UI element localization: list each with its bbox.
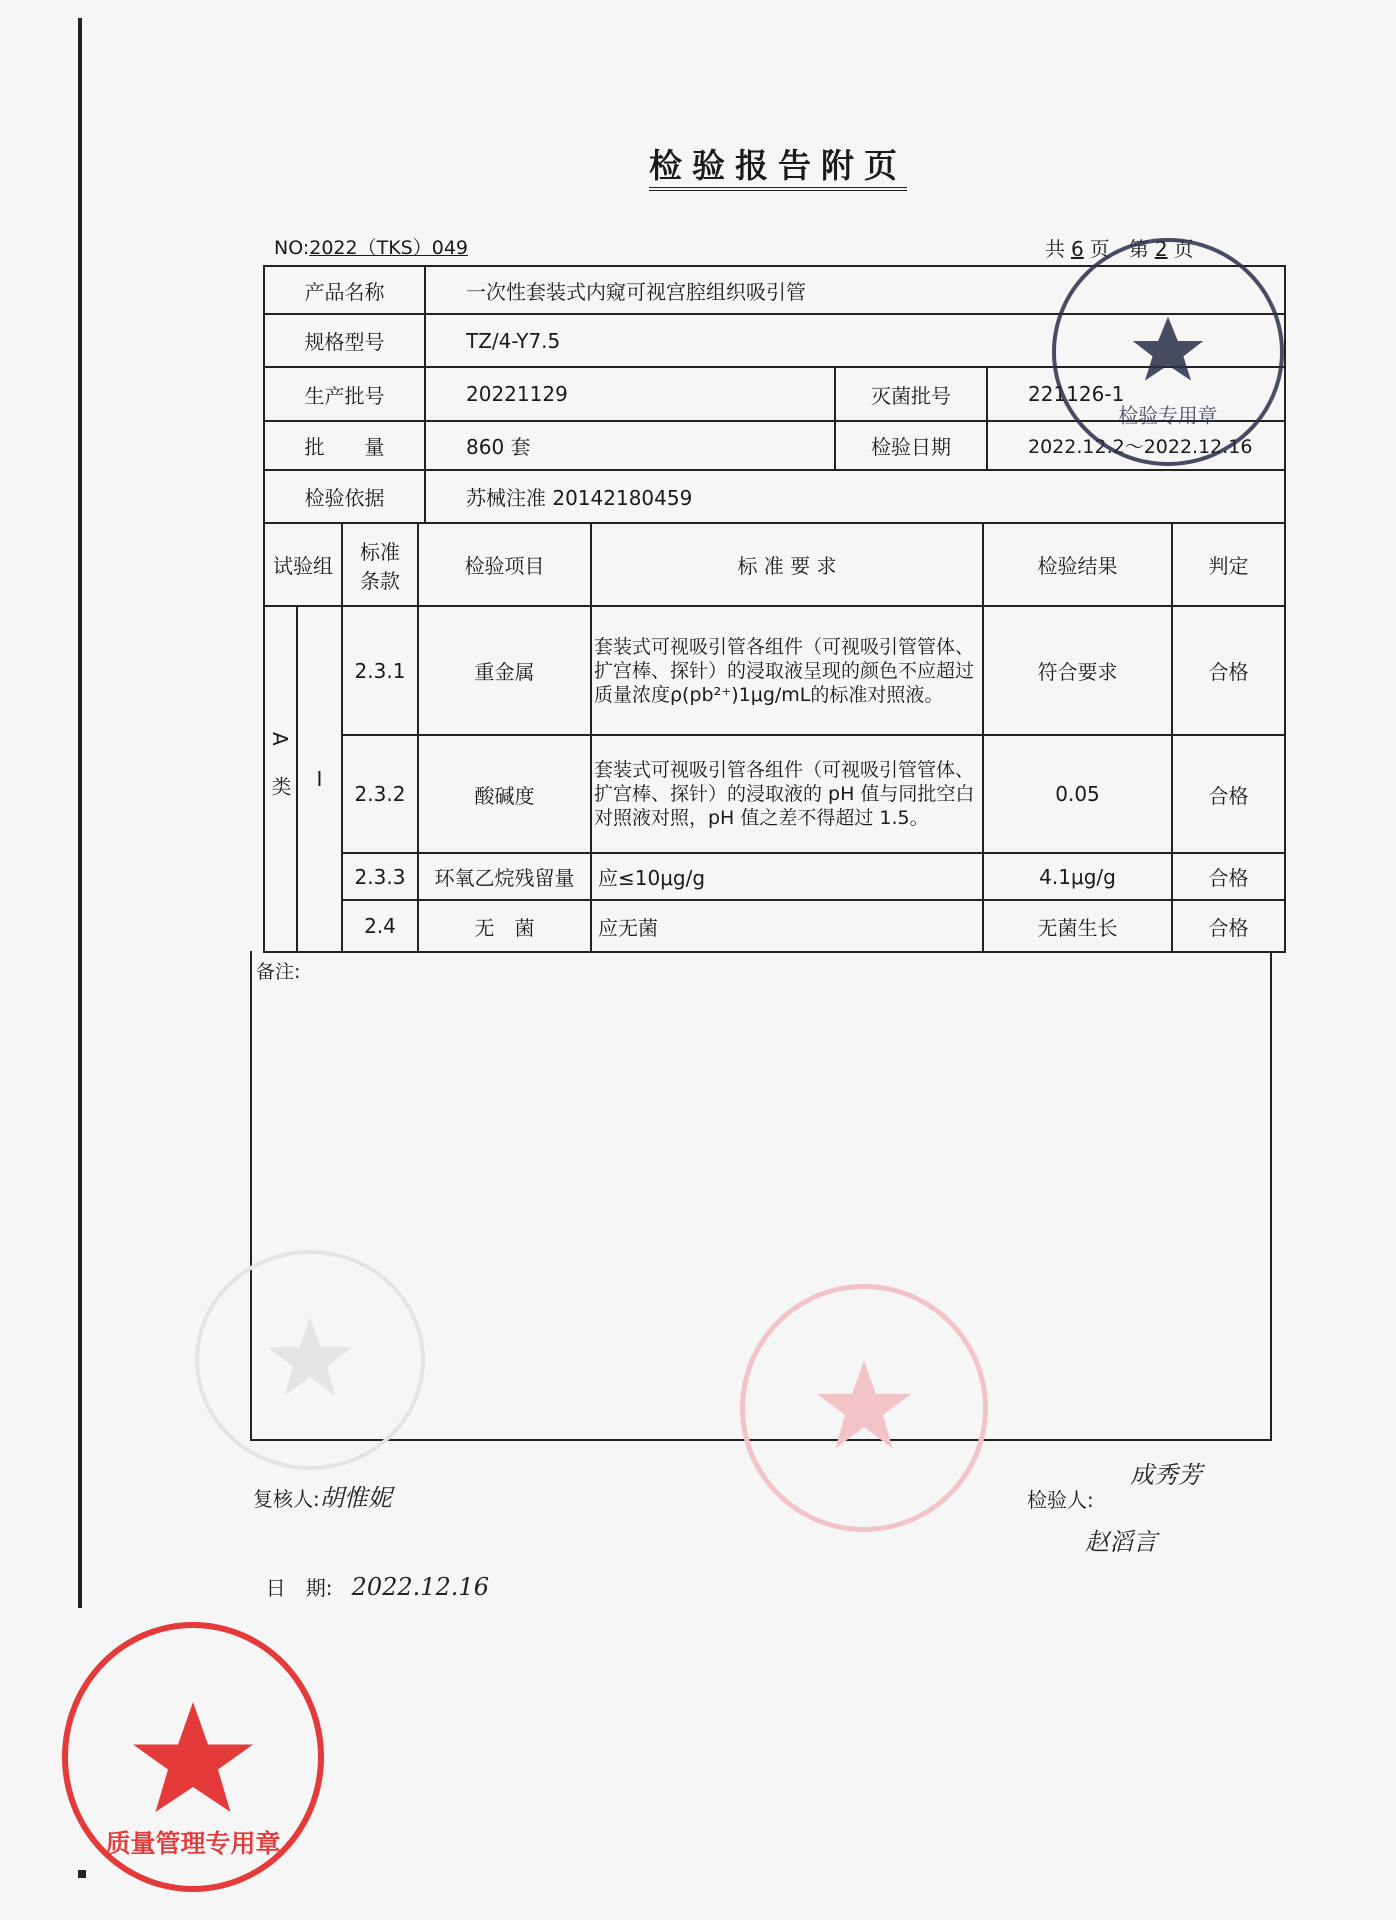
result: 4.1μg/g bbox=[983, 853, 1172, 900]
sterilization-batch-label: 灭菌批号 bbox=[835, 367, 987, 421]
product-name-label: 产品名称 bbox=[264, 266, 425, 314]
table-row bbox=[264, 900, 1285, 952]
verdict: 合格 bbox=[1172, 900, 1285, 952]
review-date bbox=[253, 1548, 489, 1601]
quality-management-stamp bbox=[62, 1622, 324, 1892]
remarks-label: 备注: bbox=[256, 961, 301, 983]
header-result: 检验结果 bbox=[983, 523, 1172, 606]
quantity-label: 批 量 bbox=[264, 421, 425, 470]
scan-edge-line bbox=[78, 18, 82, 1608]
reviewer bbox=[253, 1478, 392, 1513]
sterilization-batch: 221126-1 bbox=[987, 367, 1285, 421]
clause: 2.3.1 bbox=[342, 606, 418, 735]
date-value: 2022.12.16 bbox=[351, 1573, 489, 1601]
requirement: 应≤10μg/g bbox=[591, 853, 983, 900]
reviewer-label: 复核人: bbox=[253, 1487, 320, 1511]
basis: 苏械注准 20142180459 bbox=[425, 470, 1285, 523]
svg-text:质量管理专用章: 质量管理专用章 bbox=[105, 1829, 281, 1858]
table-row bbox=[264, 735, 1285, 853]
product-name: 一次性套装式内窥可视宫腔组织吸引管 bbox=[425, 266, 1285, 314]
star-icon bbox=[745, 1289, 983, 1527]
pages-total: 6 bbox=[1071, 237, 1084, 261]
page-current-prefix: 第 bbox=[1128, 237, 1149, 261]
reviewer-signature: 胡惟妮 bbox=[319, 1484, 392, 1512]
model: TZ/4-Y7.5 bbox=[425, 314, 1285, 367]
requirement: 应无菌 bbox=[591, 900, 983, 952]
inspector-signature-1: 成秀芳 bbox=[1130, 1461, 1202, 1489]
item: 重金属 bbox=[418, 606, 591, 735]
table-row bbox=[264, 606, 1285, 735]
basis-label: 检验依据 bbox=[264, 470, 425, 523]
group-i: I bbox=[297, 606, 342, 952]
inspector-label: 检验人: bbox=[1027, 1488, 1094, 1512]
header-requirement: 标 准 要 求 bbox=[591, 523, 983, 606]
result: 符合要求 bbox=[983, 606, 1172, 735]
item: 酸碱度 bbox=[418, 735, 591, 853]
verdict: 合格 bbox=[1172, 735, 1285, 853]
inspection-stamp-top-right bbox=[1052, 238, 1284, 466]
quantity: 860 套 bbox=[425, 421, 835, 470]
verdict: 合格 bbox=[1172, 853, 1285, 900]
svg-text:检验专用章: 检验专用章 bbox=[1118, 404, 1218, 428]
faint-inspection-stamp bbox=[740, 1284, 988, 1532]
star-icon bbox=[68, 1628, 318, 1886]
clause: 2.3.3 bbox=[342, 853, 418, 900]
header-item: 检验项目 bbox=[418, 523, 591, 606]
item: 环氧乙烷残留量 bbox=[418, 853, 591, 900]
page-current-unit: 页 bbox=[1173, 237, 1194, 261]
date-label: 日 期: bbox=[265, 1576, 333, 1600]
pages-unit: 页 bbox=[1089, 237, 1110, 261]
results-table bbox=[263, 522, 1286, 953]
requirement: 套装式可视吸引管各组件（可视吸引管管体、扩宫棒、探针）的浸取液呈现的颜色不应超过质量浓度ρ(pb²⁺)1μg/mL的标准对照液。 bbox=[591, 606, 983, 735]
report-number bbox=[274, 233, 468, 260]
batch-label: 生产批号 bbox=[264, 367, 425, 421]
clause: 2.4 bbox=[342, 900, 418, 952]
batch: 20221129 bbox=[425, 367, 835, 421]
model-label: 规格型号 bbox=[264, 314, 425, 367]
result: 0.05 bbox=[983, 735, 1172, 853]
verdict: 合格 bbox=[1172, 606, 1285, 735]
clause: 2.3.2 bbox=[342, 735, 418, 853]
report-number-label: NO: bbox=[274, 237, 310, 259]
page-title: 检验报告附页 bbox=[0, 140, 1396, 187]
requirement: 套装式可视吸引管各组件（可视吸引管管体、扩宫棒、探针）的浸取液的 pH 值与同批空白对照液对照，pH 值之差不得超过 1.5。 bbox=[591, 735, 983, 853]
header-test-group: 试验组 bbox=[264, 523, 342, 606]
header-clause: 标准条款 bbox=[342, 523, 418, 606]
group-a: A类 bbox=[264, 606, 297, 952]
inspection-date: 2022.12.2～2022.12.16 bbox=[987, 421, 1285, 470]
inspector-signature-2: 赵滔言 bbox=[1085, 1528, 1157, 1556]
star-icon bbox=[1056, 242, 1280, 462]
page-current: 2 bbox=[1154, 237, 1168, 261]
result: 无菌生长 bbox=[983, 900, 1172, 952]
header-verdict: 判定 bbox=[1172, 523, 1285, 606]
star-icon bbox=[199, 1254, 421, 1466]
item: 无 菌 bbox=[418, 900, 591, 952]
table-row bbox=[264, 853, 1285, 900]
inspection-date-label: 检验日期 bbox=[835, 421, 987, 470]
faint-gray-stamp bbox=[195, 1250, 425, 1470]
report-number-value: 2022（TKS）049 bbox=[309, 237, 468, 259]
pages-total-prefix: 共 bbox=[1045, 237, 1065, 261]
